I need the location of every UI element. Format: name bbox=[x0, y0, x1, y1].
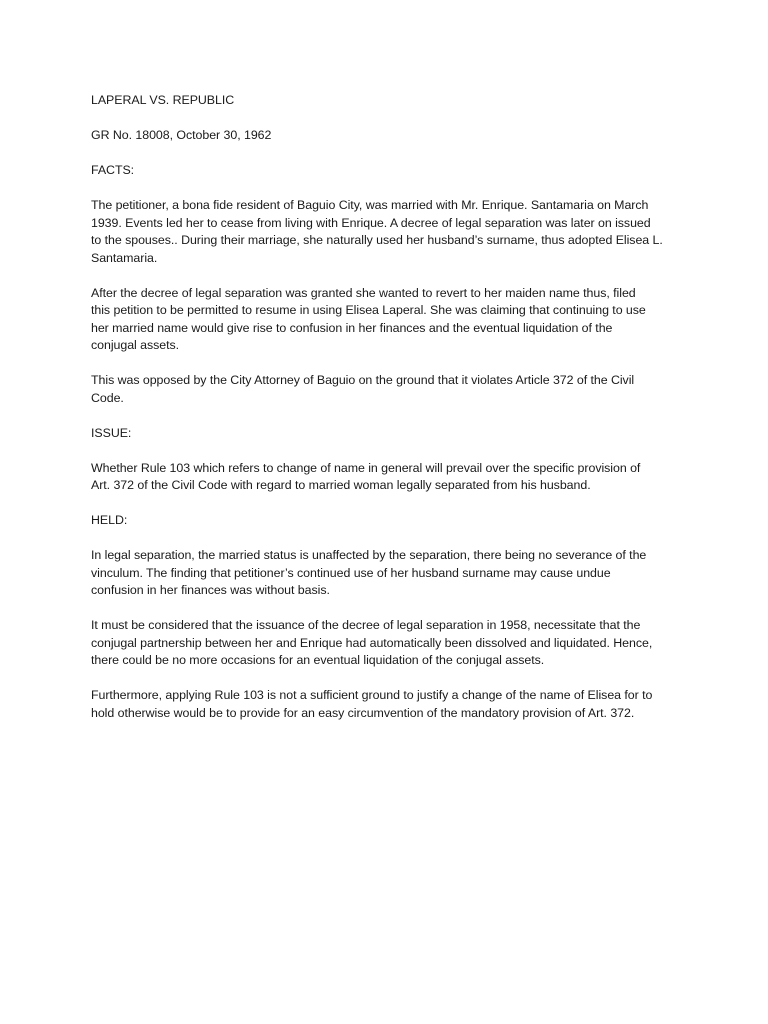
case-reference: GR No. 18008, October 30, 1962 bbox=[91, 128, 272, 142]
text-line: It must be considered that the issuance of the decree of legal separation in 1958, necessitate that the bbox=[91, 618, 641, 632]
issue-heading: ISSUE: bbox=[91, 425, 132, 440]
text-line: conjugal assets. bbox=[91, 338, 180, 352]
issue-paragraph bbox=[91, 460, 681, 495]
text-line: hold otherwise would be to provide for an easy circumvention of the mandatory provision of Art. 372. bbox=[91, 705, 635, 720]
document-body bbox=[91, 92, 681, 722]
text-line: After the decree of legal separation was granted she wanted to revert to her maiden name thus, filed bbox=[91, 285, 636, 300]
facts-paragraph-2 bbox=[91, 285, 681, 355]
held-paragraph-2 bbox=[91, 617, 681, 670]
text-line: this petition to be permitted to resume in using Elisea Laperal. She was claiming that continuing to use bbox=[91, 303, 646, 317]
facts-paragraph-3 bbox=[91, 372, 681, 407]
text-line: conjugal partnership between her and Enrique had automatically been dissolved and liquidated. Hence, bbox=[91, 635, 653, 650]
text-line: Code. bbox=[91, 390, 124, 405]
text-line: confusion in her finances was without basis. bbox=[91, 583, 330, 597]
held-paragraph-1 bbox=[91, 547, 681, 600]
text-line: 1939. Events led her to cease from living with Enrique. A decree of legal separation was later on issued bbox=[91, 215, 651, 230]
text-line: Furthermore, applying Rule 103 is not a sufficient ground to justify a change of the name of Elisea for to bbox=[91, 688, 653, 702]
text-line: The petitioner, a bona fide resident of Baguio City, was married with Mr. Enrique. Santamaria on March bbox=[91, 198, 649, 212]
text-line: Whether Rule 103 which refers to change of name in general will prevail over the specific provision of bbox=[91, 460, 641, 475]
text-line: This was opposed by the City Attorney of Baguio on the ground that it violates Article 372 of the Civil bbox=[91, 373, 635, 387]
facts-paragraph-1 bbox=[91, 197, 681, 267]
case-title: LAPERAL VS. REPUBLIC bbox=[91, 93, 235, 107]
text-line: In legal separation, the married status is unaffected by the separation, there being no severance of the bbox=[91, 548, 647, 562]
facts-heading: FACTS: bbox=[91, 163, 135, 177]
held-paragraph-3 bbox=[91, 687, 681, 722]
text-line: vinculum. The finding that petitioner’s continued use of her husband surname may cause undue bbox=[91, 565, 611, 580]
text-line: Art. 372 of the Civil Code with regard to married woman legally separated from his husband. bbox=[91, 478, 591, 492]
text-line: there could be no more occasions for an eventual liquidation of the conjugal assets. bbox=[91, 653, 545, 667]
text-line: to the spouses.. During their marriage, she naturally used her husband’s surname, thus adopted Elisea L. bbox=[91, 233, 663, 247]
text-line: her married name would give rise to confusion in her finances and the eventual liquidation of the bbox=[91, 320, 613, 335]
held-heading: HELD: bbox=[91, 513, 128, 527]
text-line: Santamaria. bbox=[91, 250, 158, 265]
